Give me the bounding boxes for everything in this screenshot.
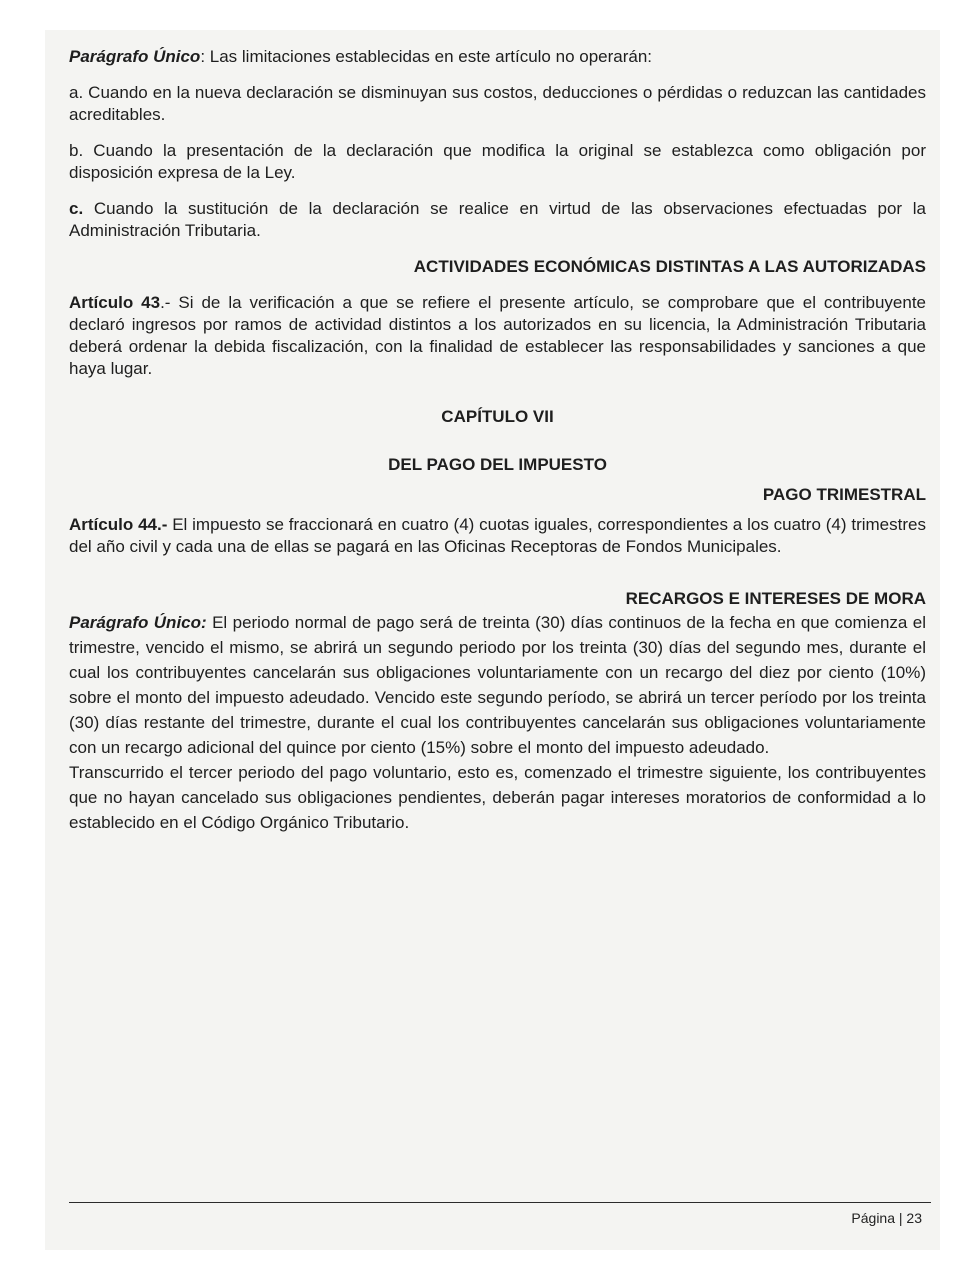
item-b: b. Cuando la presentación de la declaración que modifica la original se establezca como obligación por disposición expresa de la Ley. <box>69 141 926 182</box>
capitulo-heading: CAPÍTULO VII <box>441 407 554 426</box>
item-a: a. Cuando en la nueva declaración se disminuyan sus costos, deducciones o pérdidas o reduzcan las cantidades acreditables. <box>69 83 926 124</box>
recargos-section <box>69 610 926 835</box>
articulo-43-label: Artículo 43 <box>69 293 161 312</box>
paragrafo-unico-mora <box>69 610 926 760</box>
articulo-43-text: .- Si de la verificación a que se refiere el presente artículo, se comprobare que el contribuyente declaró ingresos por ramos de actividad distintos a los autorizados en su licencia, la Administración Tributaria deberá ordenar la debida fiscalización, con la finalidad de establecer las responsabilidades y sanciones a que haya lugar. <box>69 293 926 378</box>
heading-recargos: RECARGOS E INTERESES DE MORA <box>625 589 926 608</box>
articulo-44-label: Artículo 44.- <box>69 515 168 534</box>
heading-pago-impuesto: DEL PAGO DEL IMPUESTO <box>388 455 607 474</box>
footer-divider <box>69 1202 931 1203</box>
heading-actividades: ACTIVIDADES ECONÓMICAS DISTINTAS A LAS AUTORIZADAS <box>413 257 926 276</box>
transcurrido-paragraph: Transcurrido el tercer periodo del pago voluntario, esto es, comenzado el trimestre siguiente, los contribuyentes que no hayan cancelado sus obligaciones pendientes, deberán pagar intereses moratorios de conformidad a lo establecido en el Código Orgánico Tributario. <box>69 763 926 832</box>
document-body <box>69 46 926 835</box>
articulo-44 <box>69 514 926 558</box>
paragrafo-unico-intro <box>69 46 926 68</box>
item-c-letter: c. <box>69 199 84 218</box>
document-page <box>45 30 940 1250</box>
paragrafo-unico-mora-text: El periodo normal de pago será de treinta (30) días continuos de la fecha en que comienza el trimestre, vencido el mismo, se abrirá un segundo periodo por los treinta (30) días del segundo mes, durante el cual los contribuyentes cancelarán sus obligaciones voluntariamente con un recargo del diez por ciento (10%) sobre el monto del impuesto adeudado. Vencido este segundo período, se abrirá un tercer período por los treinta (30) días restante del trimestre, durante el cual los contribuyentes cancelarán sus obligaciones voluntariamente con un recargo adicional del quince por ciento (15%) sobre el monto del impuesto adeudado. <box>69 613 926 757</box>
paragrafo-unico-mora-label: Parágrafo Único: <box>69 613 207 632</box>
articulo-44-text: El impuesto se fraccionará en cuatro (4) cuotas iguales, correspondientes a los cuatro (4) trimestres del año civil y cada una de ellas se pagará en las Oficinas Receptoras de Fondos Municipales. <box>69 515 926 556</box>
paragrafo-unico-text: : Las limitaciones establecidas en este artículo no operarán: <box>200 47 653 66</box>
item-c-text: Cuando la sustitución de la declaración se realice en virtud de las observaciones efectuadas por la Administración Tributaria. <box>69 199 926 240</box>
paragrafo-unico-label: Parágrafo Único <box>69 47 201 66</box>
heading-pago-trimestral: PAGO TRIMESTRAL <box>762 485 926 504</box>
page-number: Página | 23 <box>851 1210 922 1226</box>
item-c <box>69 198 926 242</box>
articulo-43 <box>69 292 926 380</box>
